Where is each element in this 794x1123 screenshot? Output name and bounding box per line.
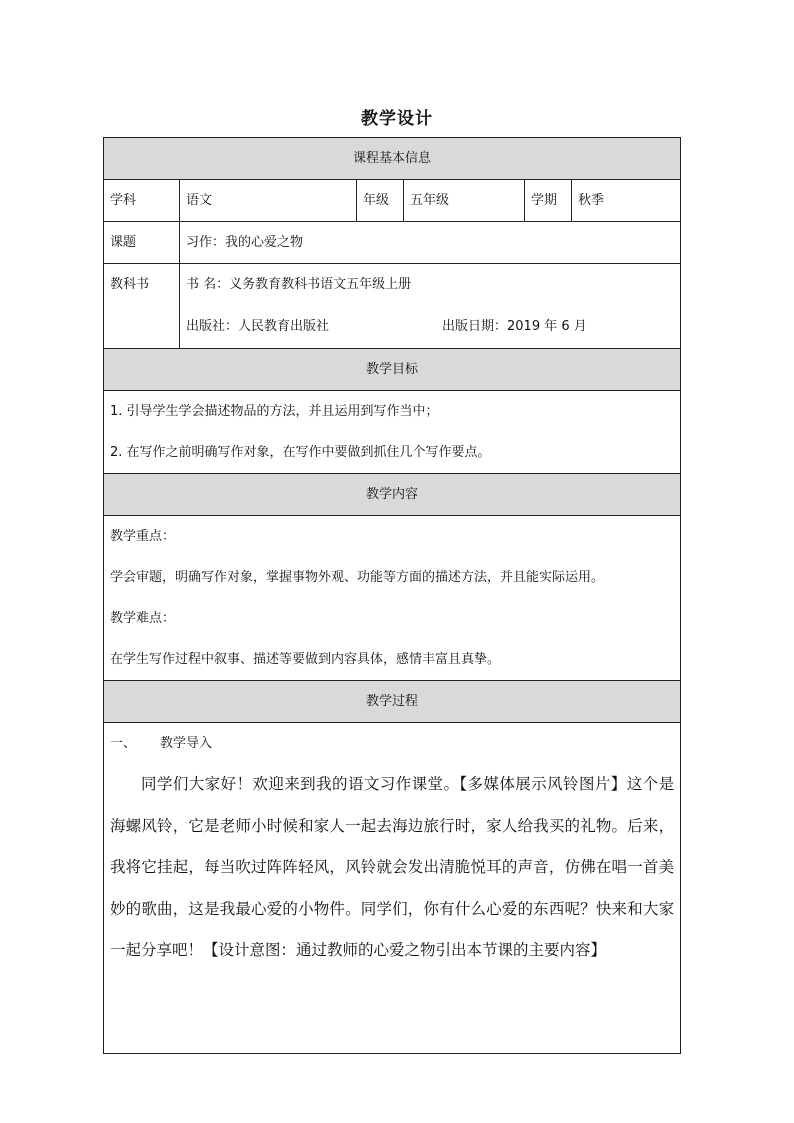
step1-heading <box>110 723 674 764</box>
subject-label: 学科 <box>104 180 180 222</box>
objectives-list <box>104 391 681 474</box>
term-label: 学期 <box>525 180 572 222</box>
publisher-label: 出版社： <box>186 319 239 334</box>
textbook-row <box>104 264 681 349</box>
course-info-section-title: 课程基本信息 <box>104 138 681 180</box>
grade-label: 年级 <box>357 180 404 222</box>
step1-body: 同学们大家好！欢迎来到我的语文习作课堂。【多媒体展示风铃图片】这个是海螺风铃，它是老师小时候和家人一起去海边旅行时，家人给我买的礼物。后来，我将它挂起，每当吹过阵阵轻风，风铃就会发出清脆悦耳的声音，仿佛在唱一首美妙的歌曲，这是我最心爱的小物件。同学们，你有什么心爱的东西呢？快来和大家一起分享吧！【设计意图：通过教师的心爱之物引出本节课的主要内容】 <box>110 775 675 959</box>
textbook-name-line <box>180 264 680 306</box>
objectives-section-title: 教学目标 <box>104 349 681 391</box>
process-body <box>104 723 681 1054</box>
process-row <box>104 723 681 1054</box>
publisher-line <box>180 306 680 348</box>
page-title: 教学设计 <box>361 109 433 129</box>
topic-label: 课题 <box>104 222 180 264</box>
publication-date <box>442 306 587 348</box>
key-points-label: 教学重点： <box>110 529 176 544</box>
content-section-title: 教学内容 <box>104 474 681 516</box>
process-header-row <box>104 681 681 723</box>
course-info-header-row <box>104 138 681 180</box>
textbook-details <box>180 264 681 349</box>
textbook-name-value: 义务教育教科书语文五年级上册 <box>229 277 412 292</box>
publisher-value: 人民教育出版社 <box>238 319 330 334</box>
objective-item: 1. 引导学生学会描述物品的方法，并且运用到写作当中； <box>110 404 439 419</box>
topic-value: 习作：我的心爱之物 <box>180 222 681 264</box>
pub-date-label: 出版日期： <box>442 319 508 334</box>
textbook-label-cell <box>104 264 180 349</box>
step1-number: 一、 <box>110 736 137 751</box>
objective-item: 2. 在写作之前明确写作对象，在写作中要做到抓住几个写作要点。 <box>110 445 491 460</box>
step1-title: 教学导入 <box>160 736 213 751</box>
textbook-name-label: 书 名： <box>186 277 230 292</box>
process-section-title: 教学过程 <box>104 681 681 723</box>
term-value: 秋季 <box>572 180 681 222</box>
content-header-row <box>104 474 681 516</box>
key-points-text: 学会审题，明确写作对象，掌握事物外观、功能等方面的描述方法，并且能实际运用。 <box>110 570 605 585</box>
subject-grade-term-row <box>104 180 681 222</box>
difficulties-text: 在学生写作过程中叙事、描述等要做到内容具体，感情丰富且真挚。 <box>110 652 501 667</box>
grade-value: 五年级 <box>404 180 525 222</box>
objectives-row <box>104 391 681 474</box>
difficulties-label: 教学难点： <box>110 611 176 626</box>
lesson-plan-table <box>103 137 681 1054</box>
textbook-label: 教科书 <box>110 277 150 292</box>
content-row <box>104 516 681 681</box>
topic-row <box>104 222 681 264</box>
objectives-header-row <box>104 349 681 391</box>
pub-date-value: 2019 年 6 月 <box>507 319 587 334</box>
content-body <box>104 516 681 681</box>
subject-value: 语文 <box>180 180 357 222</box>
